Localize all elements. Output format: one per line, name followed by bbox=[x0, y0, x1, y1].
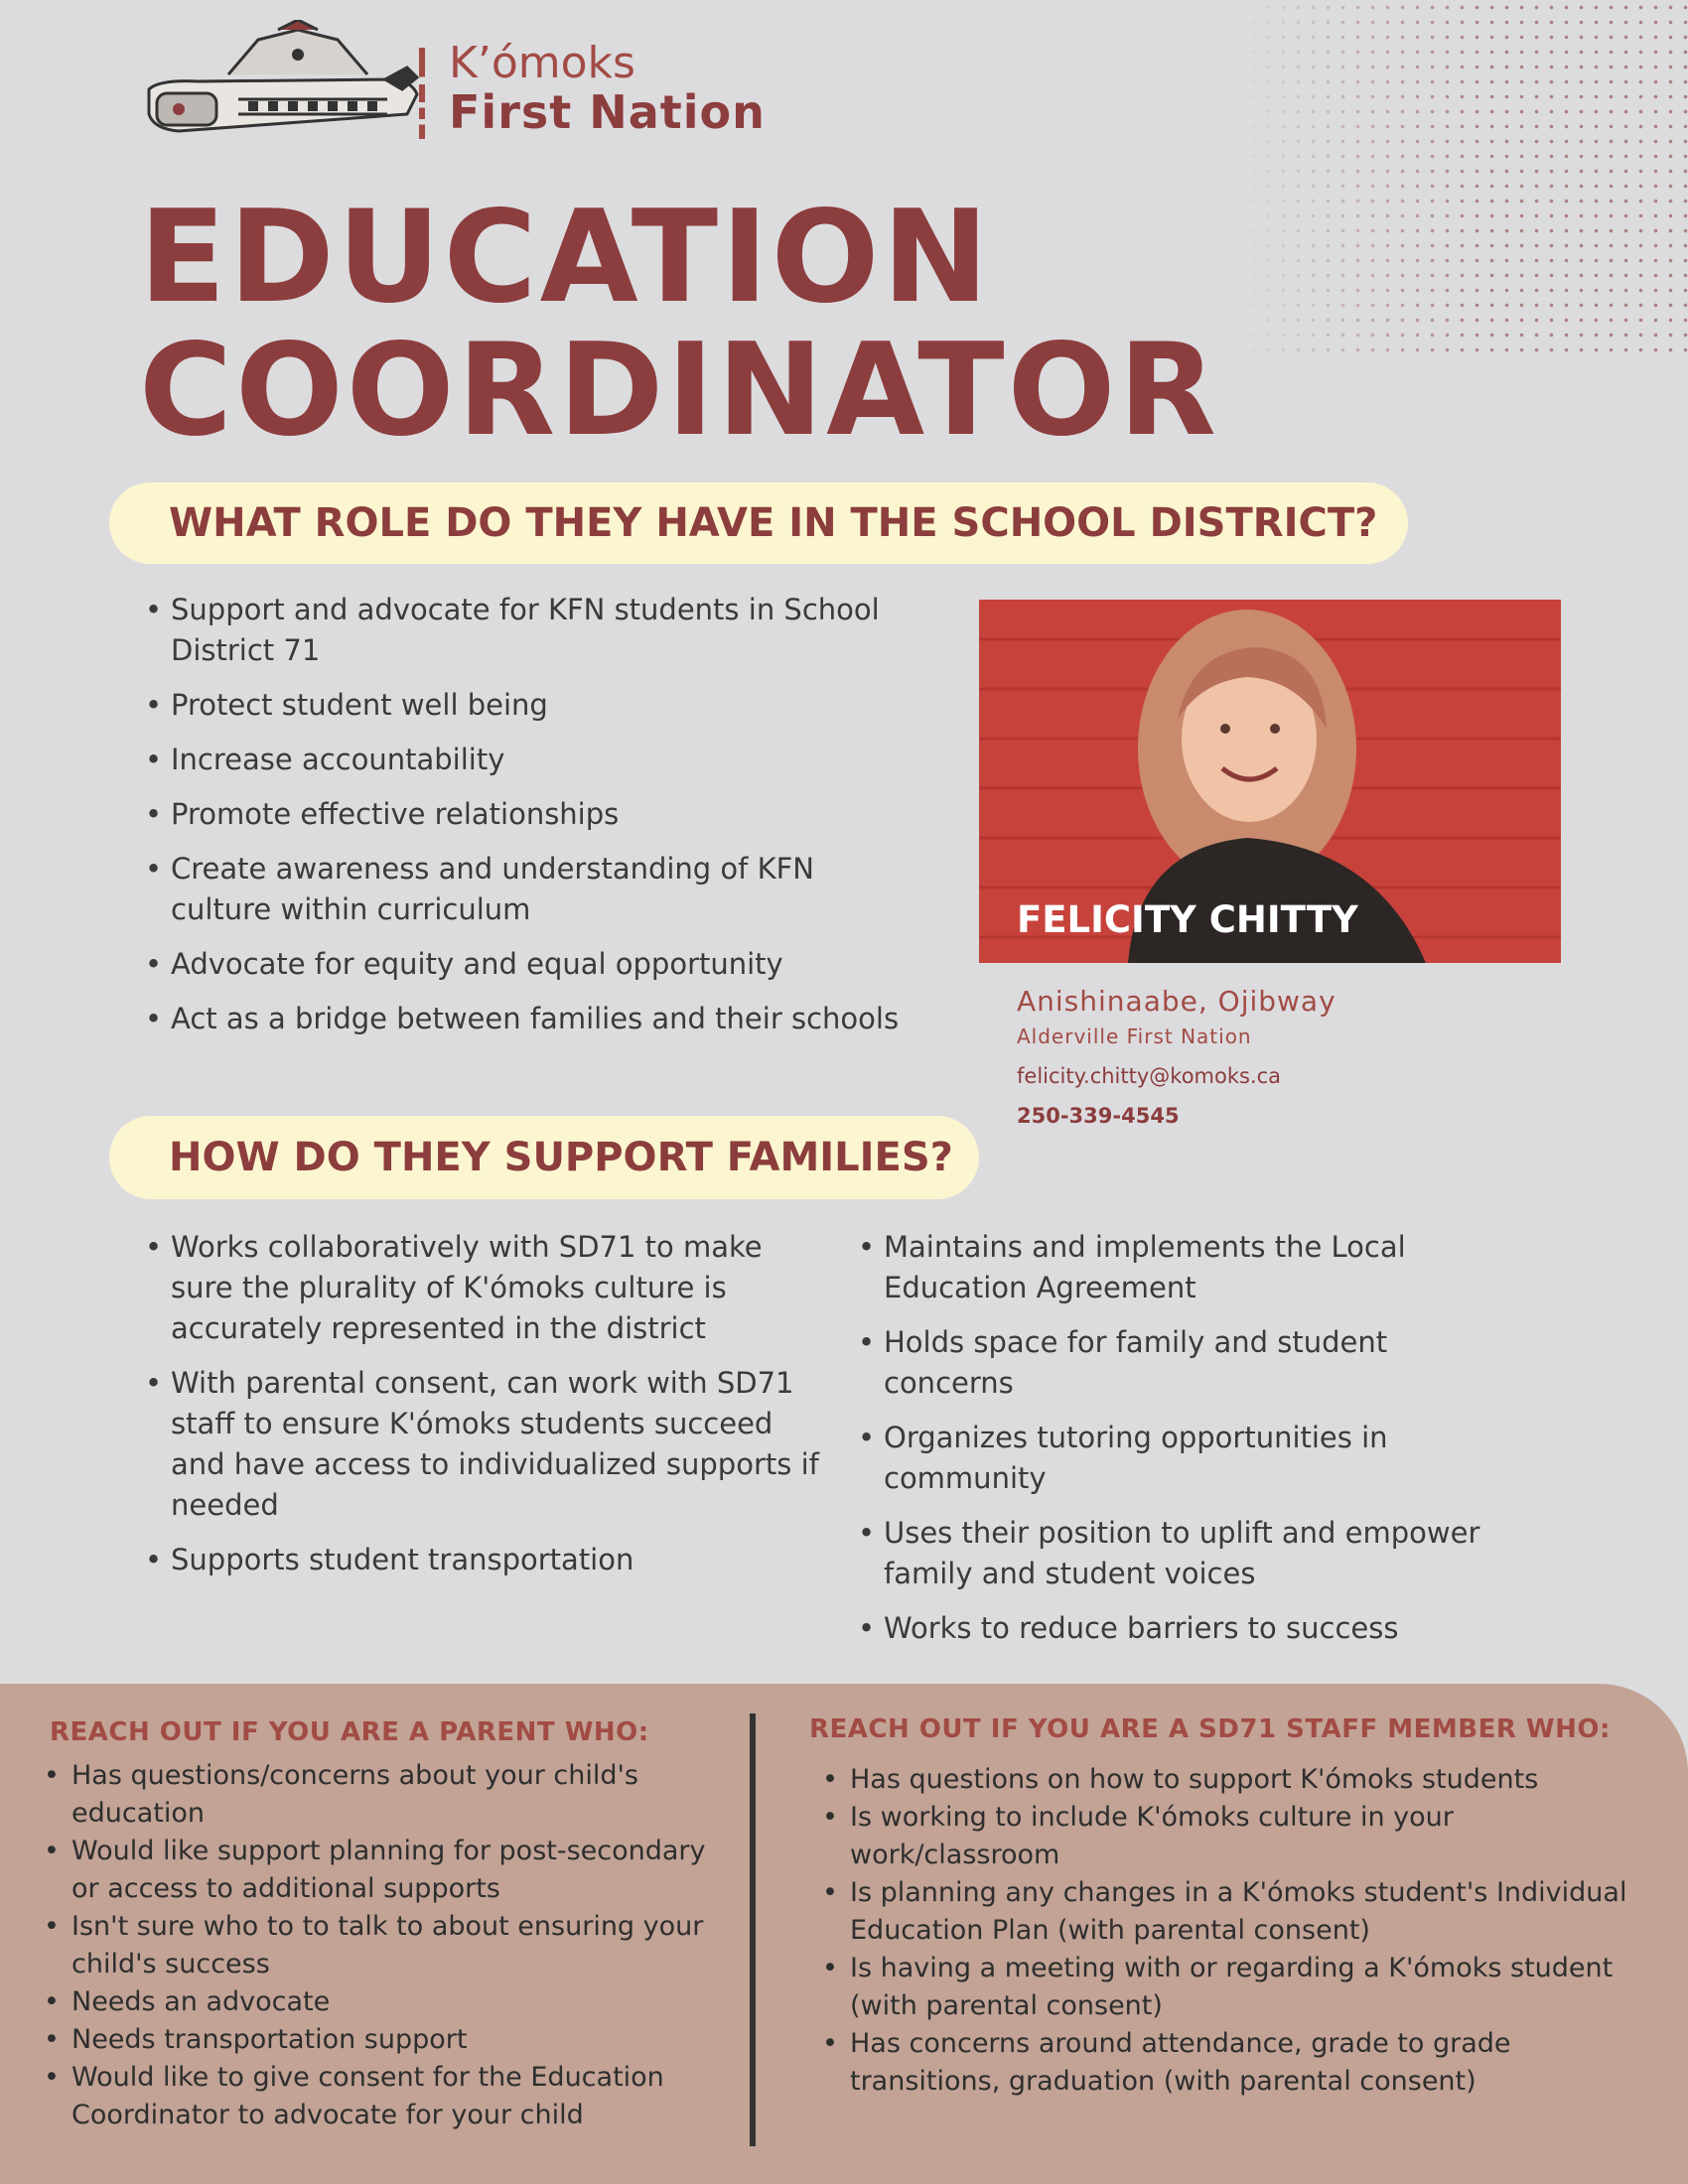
coordinator-photo bbox=[979, 600, 1561, 963]
staff-list bbox=[818, 1761, 1652, 2101]
list-item: • Has questions/concerns about your child's education bbox=[40, 1757, 715, 1833]
decorative-dot-pattern bbox=[1231, 0, 1688, 357]
page-title-line1: EDUCATION bbox=[139, 184, 992, 332]
list-item: • Isn't sure who to to talk to about ensuring your child's success bbox=[40, 1908, 715, 1983]
list-item: • With parental consent, can work with SD71 staff to ensure K'ómoks students succeed and have access to individualized supports if needed bbox=[145, 1363, 820, 1526]
list-item: • Needs transportation support bbox=[40, 2021, 715, 2059]
coordinator-email[interactable]: felicity.chitty@komoks.ca bbox=[1017, 1064, 1282, 1088]
org-name-line2: First Nation bbox=[449, 85, 766, 139]
list-item: • Promote effective relationships bbox=[145, 794, 919, 835]
coordinator-nation: Anishinaabe, Ojibway bbox=[1017, 985, 1336, 1018]
list-item: • Advocate for equity and equal opportunity bbox=[145, 944, 919, 985]
page-title-line2: COORDINATOR bbox=[139, 317, 1219, 465]
list-item: • Increase accountability bbox=[145, 740, 919, 780]
column-divider bbox=[750, 1713, 756, 2146]
coordinator-name: FELICITY CHITTY bbox=[1017, 898, 1358, 941]
list-item: • Needs an advocate bbox=[40, 1983, 715, 2021]
coordinator-phone[interactable]: 250-339-4545 bbox=[1017, 1104, 1180, 1128]
list-item: • Holds space for family and student concerns bbox=[858, 1322, 1513, 1404]
list-item: • Is working to include K'ómoks culture in your work/classroom bbox=[818, 1799, 1652, 1874]
list-item: • Support and advocate for KFN students in School District 71 bbox=[145, 590, 919, 671]
list-item: • Works collaboratively with SD71 to make sure the plurality of K'ómoks culture is accurately represented in the district bbox=[145, 1227, 820, 1349]
list-item: • Uses their position to uplift and empower family and student voices bbox=[858, 1513, 1513, 1594]
list-item: • Maintains and implements the Local Education Agreement bbox=[858, 1227, 1513, 1308]
support-list-right bbox=[858, 1227, 1513, 1663]
list-item: • Act as a bridge between families and their schools bbox=[145, 999, 919, 1039]
support-heading-pill bbox=[109, 1116, 979, 1199]
parent-list bbox=[40, 1757, 715, 2134]
list-item: • Would like to give consent for the Education Coordinator to advocate for your child bbox=[40, 2059, 715, 2134]
coordinator-band: Alderville First Nation bbox=[1017, 1024, 1252, 1048]
parent-heading: REACH OUT IF YOU ARE A PARENT WHO: bbox=[50, 1717, 649, 1747]
list-item: • Organizes tutoring opportunities in community bbox=[858, 1418, 1513, 1499]
support-list-left bbox=[145, 1227, 820, 1594]
role-list bbox=[145, 590, 919, 1053]
list-item: • Supports student transportation bbox=[145, 1540, 820, 1580]
list-item: • Has questions on how to support K'ómoks students bbox=[818, 1761, 1652, 1799]
list-item: • Protect student well being bbox=[145, 685, 919, 726]
role-heading-pill bbox=[109, 482, 1408, 564]
divider-bars bbox=[419, 48, 425, 139]
staff-heading: REACH OUT IF YOU ARE A SD71 STAFF MEMBER WHO: bbox=[809, 1714, 1611, 1744]
role-heading: WHAT ROLE DO THEY HAVE IN THE SCHOOL DISTRICT? bbox=[169, 500, 1378, 546]
list-item: • Has concerns around attendance, grade to grade transitions, graduation (with parental consent) bbox=[818, 2025, 1652, 2101]
list-item: • Would like support planning for post-secondary or access to additional supports bbox=[40, 1833, 715, 1908]
list-item: • Is planning any changes in a K'ómoks student's Individual Education Plan (with parental consent) bbox=[818, 1874, 1652, 1950]
org-name-line1: K’ómoks bbox=[449, 38, 635, 88]
list-item: • Create awareness and understanding of KFN culture within curriculum bbox=[145, 849, 919, 930]
list-item: • Works to reduce barriers to success bbox=[858, 1608, 1513, 1649]
list-item: • Is having a meeting with or regarding a K'ómoks student (with parental consent) bbox=[818, 1950, 1652, 2025]
support-heading: HOW DO THEY SUPPORT FAMILIES? bbox=[169, 1135, 953, 1180]
komoks-logo-icon bbox=[139, 20, 427, 144]
